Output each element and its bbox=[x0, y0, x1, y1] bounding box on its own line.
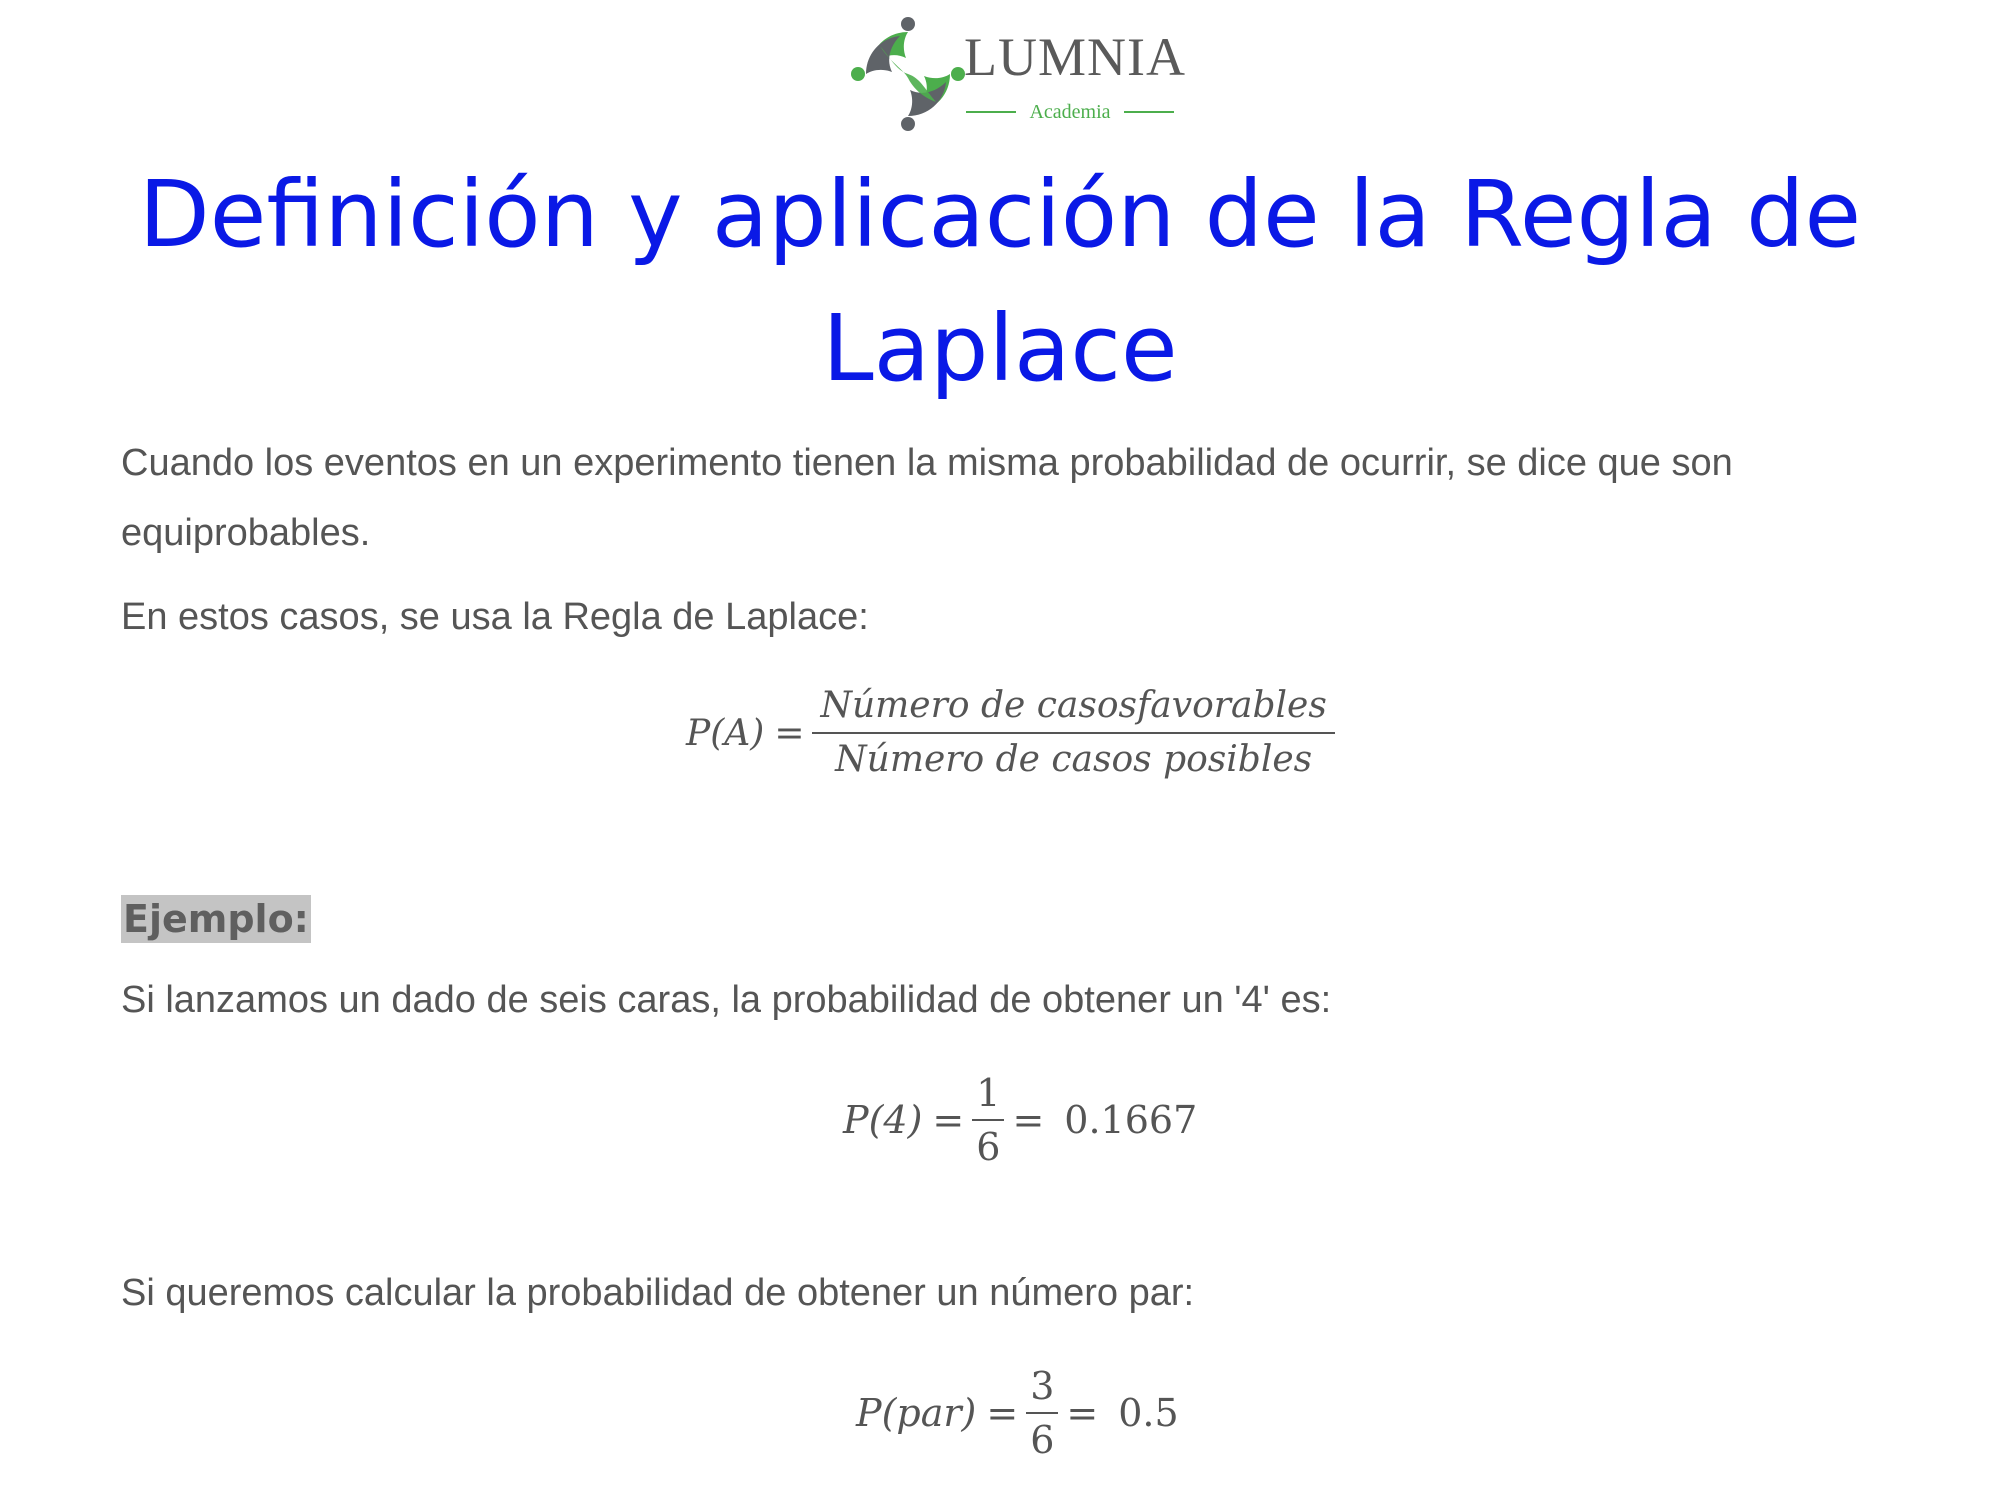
lumnia-logo-mark-icon bbox=[850, 16, 966, 132]
even-equals-2: = bbox=[1066, 1391, 1099, 1435]
dice-four-formula bbox=[843, 1060, 1197, 1180]
example-even-paragraph: Si queremos calcular la probabilidad de obtener un número par: bbox=[121, 1272, 1195, 1314]
logo-divider-right bbox=[1124, 111, 1174, 113]
example-label: Ejemplo: bbox=[123, 897, 309, 941]
even-denominator: 6 bbox=[1030, 1418, 1055, 1462]
dice-four-lhs: P(4) bbox=[843, 1098, 923, 1142]
even-lhs: P(par) bbox=[856, 1391, 977, 1435]
dice-four-equals-2: = bbox=[1012, 1098, 1045, 1142]
even-result: 0.5 bbox=[1118, 1391, 1179, 1435]
even-formula bbox=[856, 1353, 1179, 1473]
laplace-numerator: Número de casosfavorables bbox=[820, 685, 1327, 726]
laplace-equals: = bbox=[774, 712, 805, 754]
example-dice-paragraph: Si lanzamos un dado de seis caras, la probabilidad de obtener un '4' es: bbox=[121, 979, 1332, 1021]
laplace-formula bbox=[686, 673, 1343, 793]
dice-four-denominator: 6 bbox=[976, 1125, 1001, 1169]
laplace-lhs: P(A) bbox=[686, 712, 765, 754]
dice-four-equals: = bbox=[932, 1098, 965, 1142]
laplace-fraction bbox=[812, 680, 1334, 786]
even-numerator: 3 bbox=[1030, 1364, 1055, 1408]
logo-name: LUMNIA bbox=[964, 27, 1186, 87]
dice-four-numerator: 1 bbox=[976, 1071, 1001, 1115]
even-fraction bbox=[1026, 1360, 1058, 1466]
logo-subtitle: Academia bbox=[1029, 101, 1111, 123]
rule-intro-paragraph: En estos casos, se usa la Regla de Laplace: bbox=[121, 596, 869, 638]
lumnia-logo bbox=[850, 16, 1186, 134]
logo-subtitle-wrap bbox=[966, 100, 1174, 124]
page-title: Definición y aplicación de la Regla de Laplace bbox=[138, 161, 1862, 402]
even-equals: = bbox=[986, 1391, 1019, 1435]
laplace-denominator: Número de casos posibles bbox=[835, 739, 1313, 780]
dice-four-result: 0.1667 bbox=[1064, 1098, 1198, 1142]
intro-paragraph: Cuando los eventos en un experimento tienen la misma probabilidad de ocurrir, se dice que son equiprobables. bbox=[121, 442, 1733, 554]
dice-four-fraction bbox=[972, 1067, 1004, 1173]
